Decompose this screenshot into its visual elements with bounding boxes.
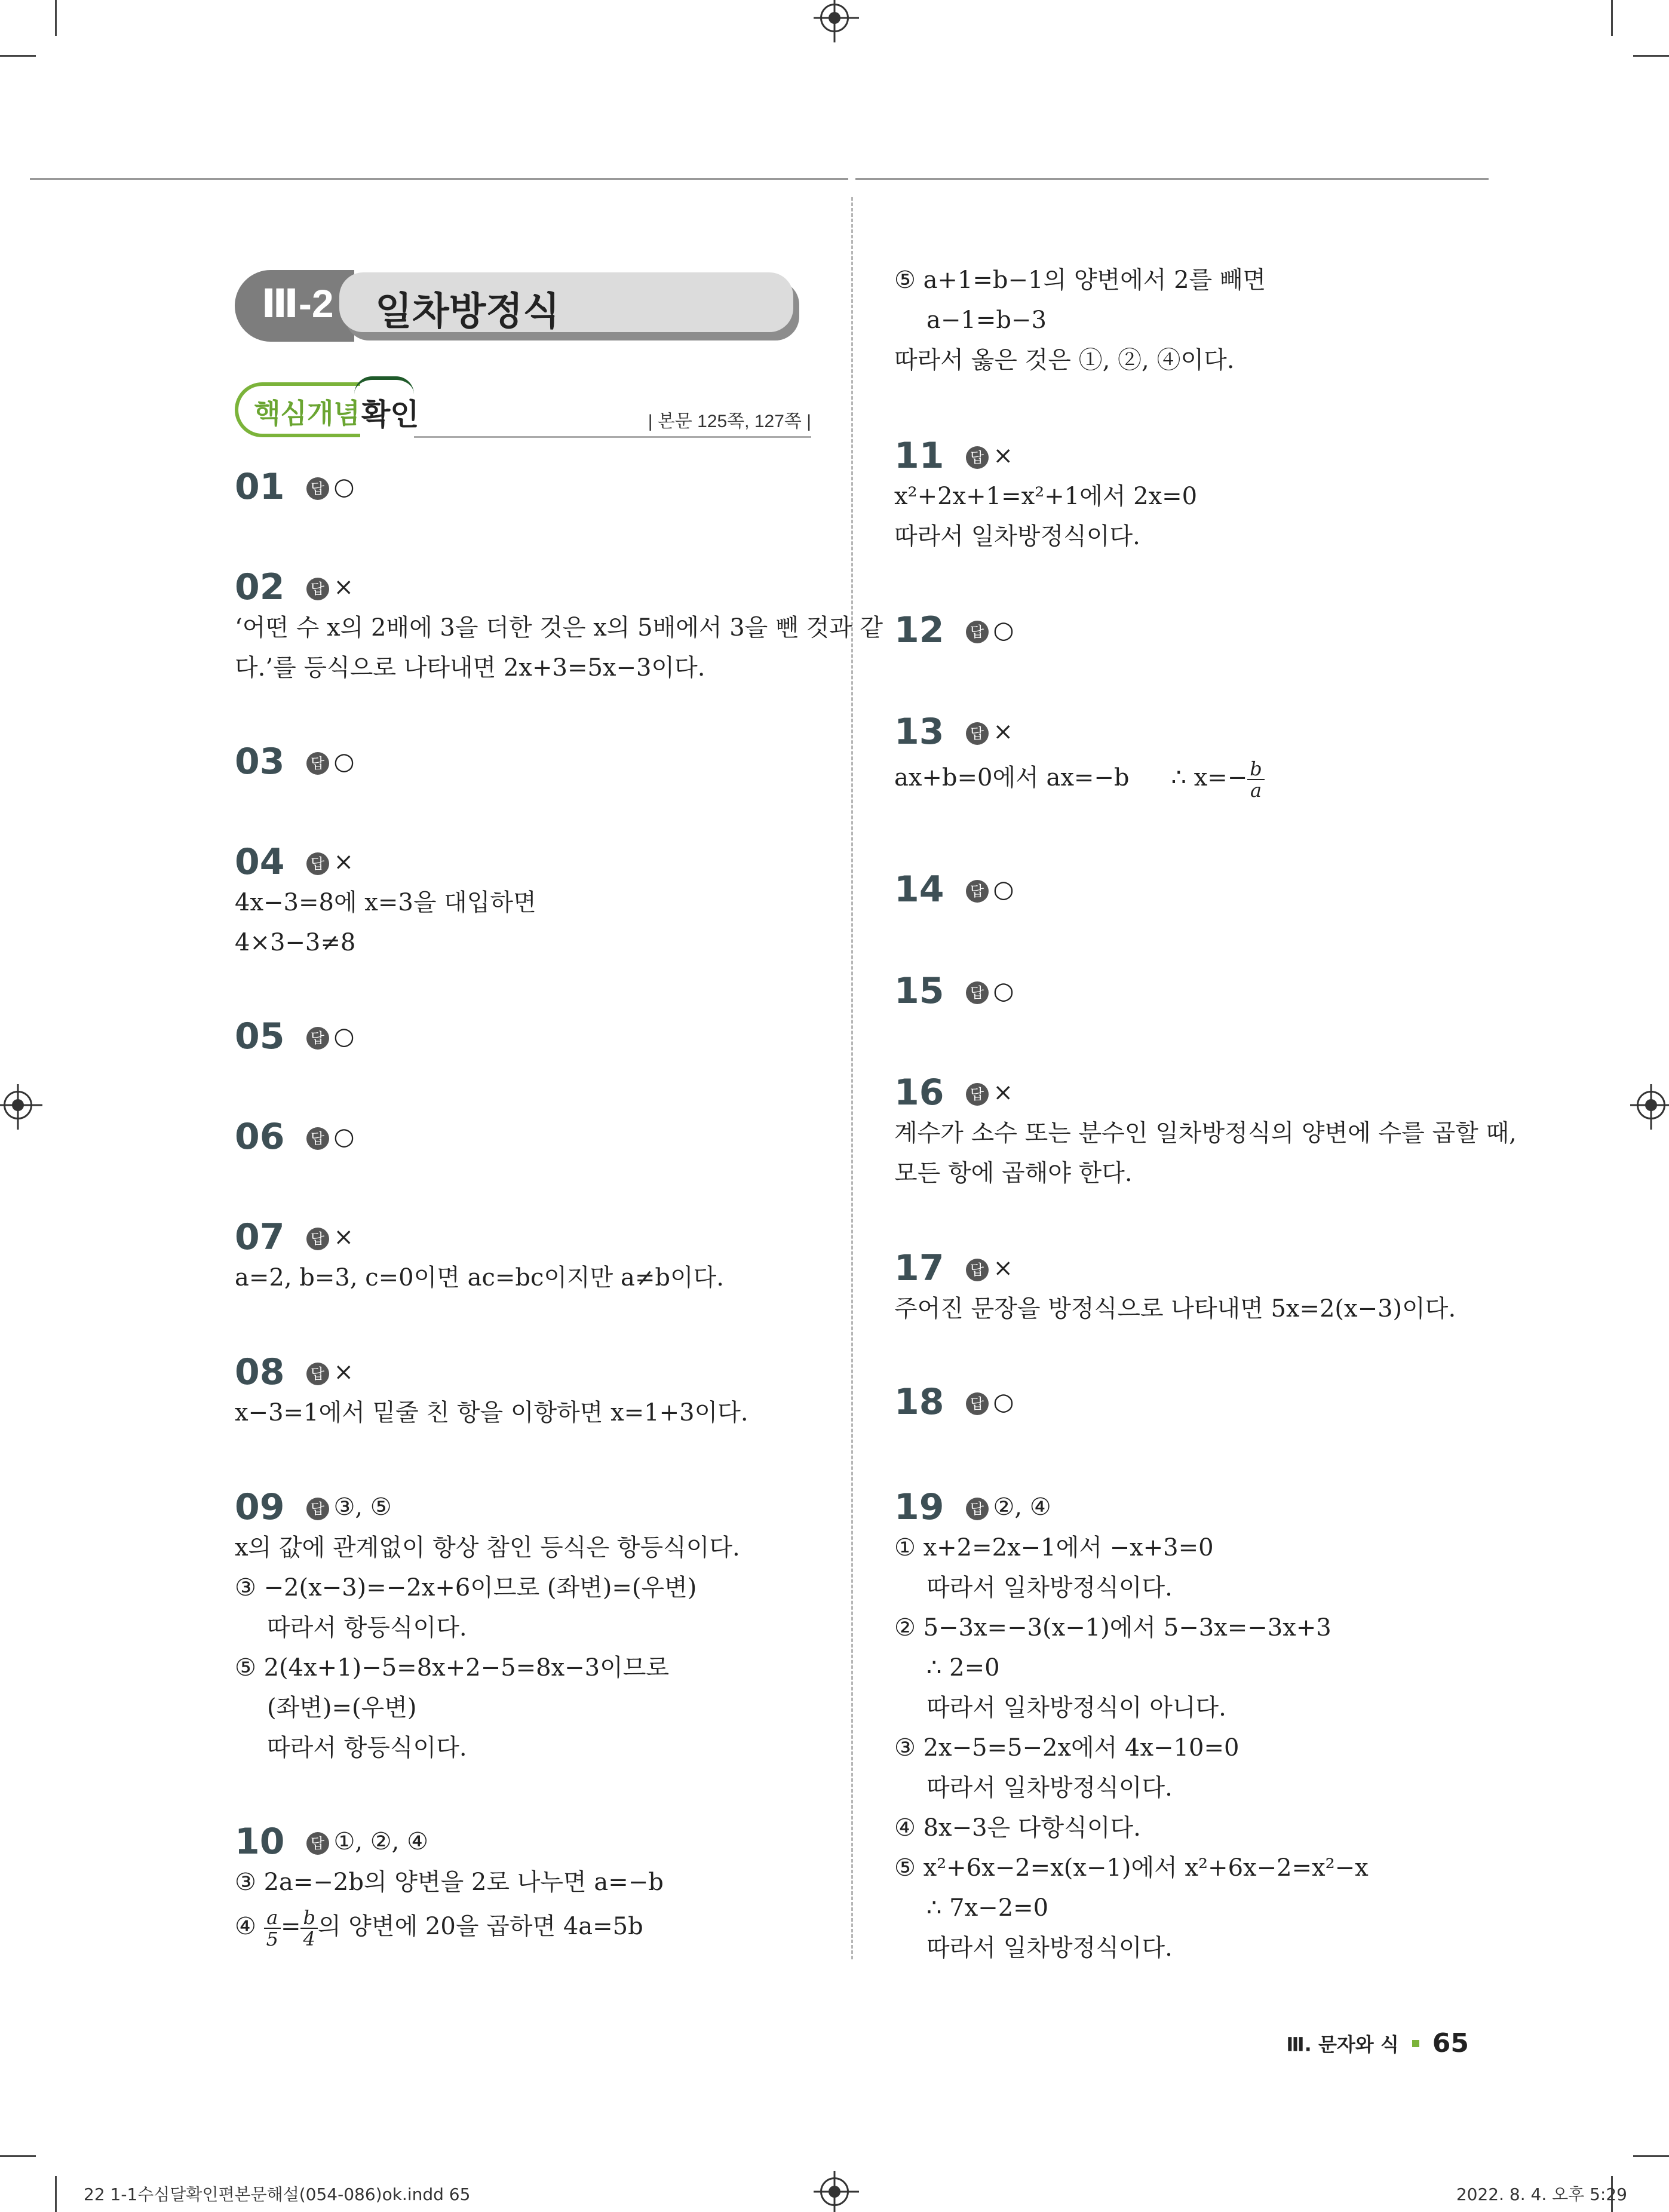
problem-14: 14 답 ○ <box>894 869 1014 910</box>
explanation-line: ax+b=0에서 ax=−b ∴ x=− $\frac{b}{a}$ <box>894 753 1265 803</box>
problem-16: 16 답 × 계수가 소수 또는 분수인 일차방정식의 양변에 수를 곱할 때, 모든 항에 곱해야 한다. <box>894 1072 1517 1194</box>
column-divider <box>851 197 853 1959</box>
answer-icon: 답 <box>966 880 989 903</box>
explanation-line: ① x+2=2x−1에서 −x+3=0 <box>894 1534 1214 1561</box>
problem-15: 15 답 ○ <box>894 970 1014 1012</box>
explanation-line: 따라서 일차방정식이다. <box>926 1774 1173 1802</box>
explanation-line: x−3=1에서 밑줄 친 항을 이항하면 x=1+3이다. <box>235 1399 748 1426</box>
section-heading <box>235 270 808 342</box>
fraction: $\frac{b}{4}$ <box>300 1907 317 1949</box>
explanation-line: 따라서 항등식이다. <box>267 1734 467 1762</box>
problem-18: 18 답 ○ <box>894 1381 1014 1423</box>
explanation-line: 4x−3=8에 x=3을 대입하면 <box>235 889 536 916</box>
problem-09: 09 답 ③, ⑤ x의 값에 관계없이 항상 참인 등식은 항등식이다. ③ −2(x−3)=−2x+6이므로 (좌변)=(우변) 따라서 항등식이다. ⑤ 2(4x+1)−5=8x+2−5=8x−3이므로 (좌변)=(우변) 따라서 항등식이다. <box>235 1486 740 1768</box>
registration-mark-icon <box>1637 1091 1665 1119</box>
answer: ○ <box>993 977 1014 1005</box>
crop-mark <box>1633 2155 1669 2157</box>
problem-11: 11 답 × x²+2x+1=x²+1에서 2x=0 따라서 일차방정식이다. <box>894 435 1197 557</box>
answer-icon: 답 <box>306 1498 329 1520</box>
print-date-info: 2022. 8. 4. 오후 5:29 <box>1456 2185 1627 2204</box>
explanation-line: 따라서 일차방정식이다. <box>926 1574 1173 1602</box>
answer: ②, ④ <box>993 1493 1051 1521</box>
answer-icon: 답 <box>306 752 329 775</box>
explanation-line: ③ 2x−5=5−2x에서 4x−10=0 <box>894 1734 1240 1762</box>
explanation-line: 다.’를 등식으로 나타내면 2x+3=5x−3이다. <box>235 654 705 682</box>
fraction: $\frac{b}{a}$ <box>1247 759 1264 800</box>
explanation-line: ④ $\frac{a}{5}$ = $\frac{b}{4}$ 의 양변에 20을 곱하면 4a=5b <box>235 1906 643 1950</box>
problem-19: 19 답 ②, ④ ① x+2=2x−1에서 −x+3=0 따라서 일차방정식이다. ② 5−3x=−3(x−1)에서 5−3x=−3x+3 ∴ 2=0 따라서 일차방정식이 아니다. ③ 2x−5=5−2x에서 4x−10=0 따라서 일차방정식이다. ④ 8x−3은 다항식이다. ⑤ x²+6x−2=x(x−1)에서 x²+6x−2=x²−x ∴ 7x−2=0 따라서 일차방정식이다. <box>894 1486 1369 1968</box>
explanation-line: 따라서 일차방정식이 아니다. <box>926 1694 1226 1722</box>
registration-mark-icon <box>820 4 849 32</box>
page-number: 65 <box>1432 2028 1469 2058</box>
explanation-line: 계수가 소수 또는 분수인 일차방정식의 양변에 수를 곱할 때, <box>894 1119 1517 1147</box>
answer: × <box>993 1254 1014 1282</box>
answer: ○ <box>333 1123 355 1151</box>
answer: × <box>333 573 354 601</box>
explanation-line: x의 값에 관계없이 항상 참인 등식은 항등식이다. <box>235 1534 740 1561</box>
crop-mark <box>0 55 36 57</box>
registration-mark-icon <box>820 2177 849 2206</box>
explanation-line: 모든 항에 곱해야 한다. <box>894 1159 1133 1187</box>
textbook-reference: | 본문 125쪽, 127쪽 | <box>648 412 811 431</box>
answer: × <box>993 1079 1014 1106</box>
explanation-line: 주어진 문장을 방정식으로 나타내면 5x=2(x−3)이다. <box>894 1295 1456 1323</box>
answer-icon: 답 <box>306 1127 329 1150</box>
explanation-line: 따라서 항등식이다. <box>267 1614 467 1642</box>
explanation-line: 따라서 일차방정식이다. <box>926 1934 1173 1962</box>
concept-label: 핵심개념 <box>254 398 360 429</box>
answer: ○ <box>333 473 355 501</box>
answer: ③, ⑤ <box>333 1493 392 1521</box>
problem-03: 03 답 ○ <box>235 741 355 783</box>
answer: ①, ②, ④ <box>333 1828 428 1855</box>
answer-icon: 답 <box>306 1228 329 1250</box>
problem-04: 04 답 × 4x−3=8에 x=3을 대입하면 4×3−3≠8 <box>235 841 536 963</box>
explanation-line: ② 5−3x=−3(x−1)에서 5−3x=−3x+3 <box>894 1614 1331 1642</box>
problem-01: 01 답 ○ <box>235 466 355 508</box>
problem-10-continued <box>894 260 1266 381</box>
answer: × <box>333 848 354 876</box>
answer-icon: 답 <box>966 621 989 643</box>
header-rule-right <box>855 178 1489 180</box>
answer-icon: 답 <box>306 1363 329 1385</box>
answer-icon: 답 <box>306 1832 329 1855</box>
section-title: 일차방정식 <box>375 290 560 333</box>
crop-mark <box>55 2176 57 2212</box>
problem-17: 17 답 × 주어진 문장을 방정식으로 나타내면 5x=2(x−3)이다. <box>894 1247 1456 1329</box>
crop-mark <box>55 0 57 36</box>
answer: × <box>333 1223 354 1251</box>
problem-08: 08 답 × x−3=1에서 밑줄 친 항을 이항하면 x=1+3이다. <box>235 1351 748 1433</box>
concept-label-check: 확인 <box>361 398 419 431</box>
answer: ○ <box>993 876 1014 903</box>
answer: ○ <box>993 1388 1014 1416</box>
problem-12: 12 답 ○ <box>894 609 1014 651</box>
print-file-info: 22 1-1수심달확인편본문해설(054-086)ok.indd 65 <box>84 2185 471 2204</box>
footer-bullet-icon <box>1412 2040 1419 2047</box>
crop-mark <box>1611 0 1613 36</box>
explanation-line: ∴ 7x−2=0 <box>926 1894 1049 1922</box>
answer: ○ <box>333 748 355 775</box>
problem-13: 13 답 × ax+b=0에서 ax=−b ∴ x=− $\frac{b}{a}$ <box>894 711 1265 803</box>
answer-icon: 답 <box>306 852 329 875</box>
fraction: $\frac{a}{5}$ <box>264 1907 281 1949</box>
answer-icon: 답 <box>306 578 329 600</box>
answer-icon: 답 <box>306 477 329 500</box>
crop-mark <box>0 2155 36 2157</box>
explanation-line: ④ 8x−3은 다항식이다. <box>894 1814 1141 1842</box>
explanation-line: 4×3−3≠8 <box>235 929 356 956</box>
explanation-line: 따라서 일차방정식이다. <box>894 523 1140 550</box>
answer-icon: 답 <box>966 722 989 745</box>
crop-mark <box>1633 55 1669 57</box>
answer: ○ <box>993 616 1014 644</box>
problem-07: 07 답 × a=2, b=3, c=0이면 ac=bc이지만 a≠b이다. <box>235 1216 724 1298</box>
explanation-line: a−1=b−3 <box>926 306 1047 334</box>
chapter-label: Ⅲ. 문자와 식 <box>1286 2033 1399 2056</box>
problem-10: 10 답 ①, ②, ④ ③ 2a=−2b의 양변을 2로 나누면 a=−b ④ $\frac{a}{5}$ = $\frac{b}{4}$ 의 양변에 20을 곱하면 4a=5b <box>235 1821 664 1950</box>
explanation-line: ⑤ a+1=b−1의 양변에서 2를 빼면 <box>894 266 1266 294</box>
problem-06: 06 답 ○ <box>235 1116 355 1158</box>
answer-icon: 답 <box>966 1392 989 1415</box>
explanation-line: ⑤ 2(4x+1)−5=8x+2−5=8x−3이므로 <box>235 1654 670 1682</box>
problem-05: 05 답 ○ <box>235 1016 355 1057</box>
explanation-line: 따라서 옳은 것은 ①, ②, ④이다. <box>894 346 1235 374</box>
concept-check-header <box>235 376 811 442</box>
explanation-line: a=2, b=3, c=0이면 ac=bc이지만 a≠b이다. <box>235 1264 724 1291</box>
answer: × <box>993 718 1014 745</box>
answer-icon: 답 <box>966 981 989 1004</box>
explanation-line: (좌변)=(우변) <box>267 1694 417 1722</box>
registration-mark-icon <box>4 1091 32 1119</box>
problem-02: 02 답 × ‘어떤 수 x의 2배에 3을 더한 것은 x의 5배에서 3을 뺀 것과 같 다.’를 등식으로 나타내면 2x+3=5x−3이다. <box>235 566 883 688</box>
explanation-line: ⑤ x²+6x−2=x(x−1)에서 x²+6x−2=x²−x <box>894 1854 1369 1882</box>
explanation-line: ③ −2(x−3)=−2x+6이므로 (좌변)=(우변) <box>235 1574 697 1602</box>
answer: ○ <box>333 1023 355 1050</box>
answer-icon: 답 <box>966 1083 989 1106</box>
answer-icon: 답 <box>306 1027 329 1050</box>
header-rule-left <box>30 178 848 180</box>
explanation-line: ∴ 2=0 <box>926 1654 1000 1682</box>
answer-icon: 답 <box>966 1259 989 1281</box>
answer: × <box>333 1358 354 1386</box>
section-number: Ⅲ-2 <box>261 281 334 326</box>
answer-icon: 답 <box>966 446 989 469</box>
explanation-line: x²+2x+1=x²+1에서 2x=0 <box>894 483 1198 510</box>
page-footer <box>1286 2028 1469 2058</box>
explanation-line: ‘어떤 수 x의 2배에 3을 더한 것은 x의 5배에서 3을 뺀 것과 같 <box>235 614 883 642</box>
answer-icon: 답 <box>966 1498 989 1520</box>
explanation-line: ③ 2a=−2b의 양변을 2로 나누면 a=−b <box>235 1869 664 1896</box>
answer: × <box>993 442 1014 470</box>
